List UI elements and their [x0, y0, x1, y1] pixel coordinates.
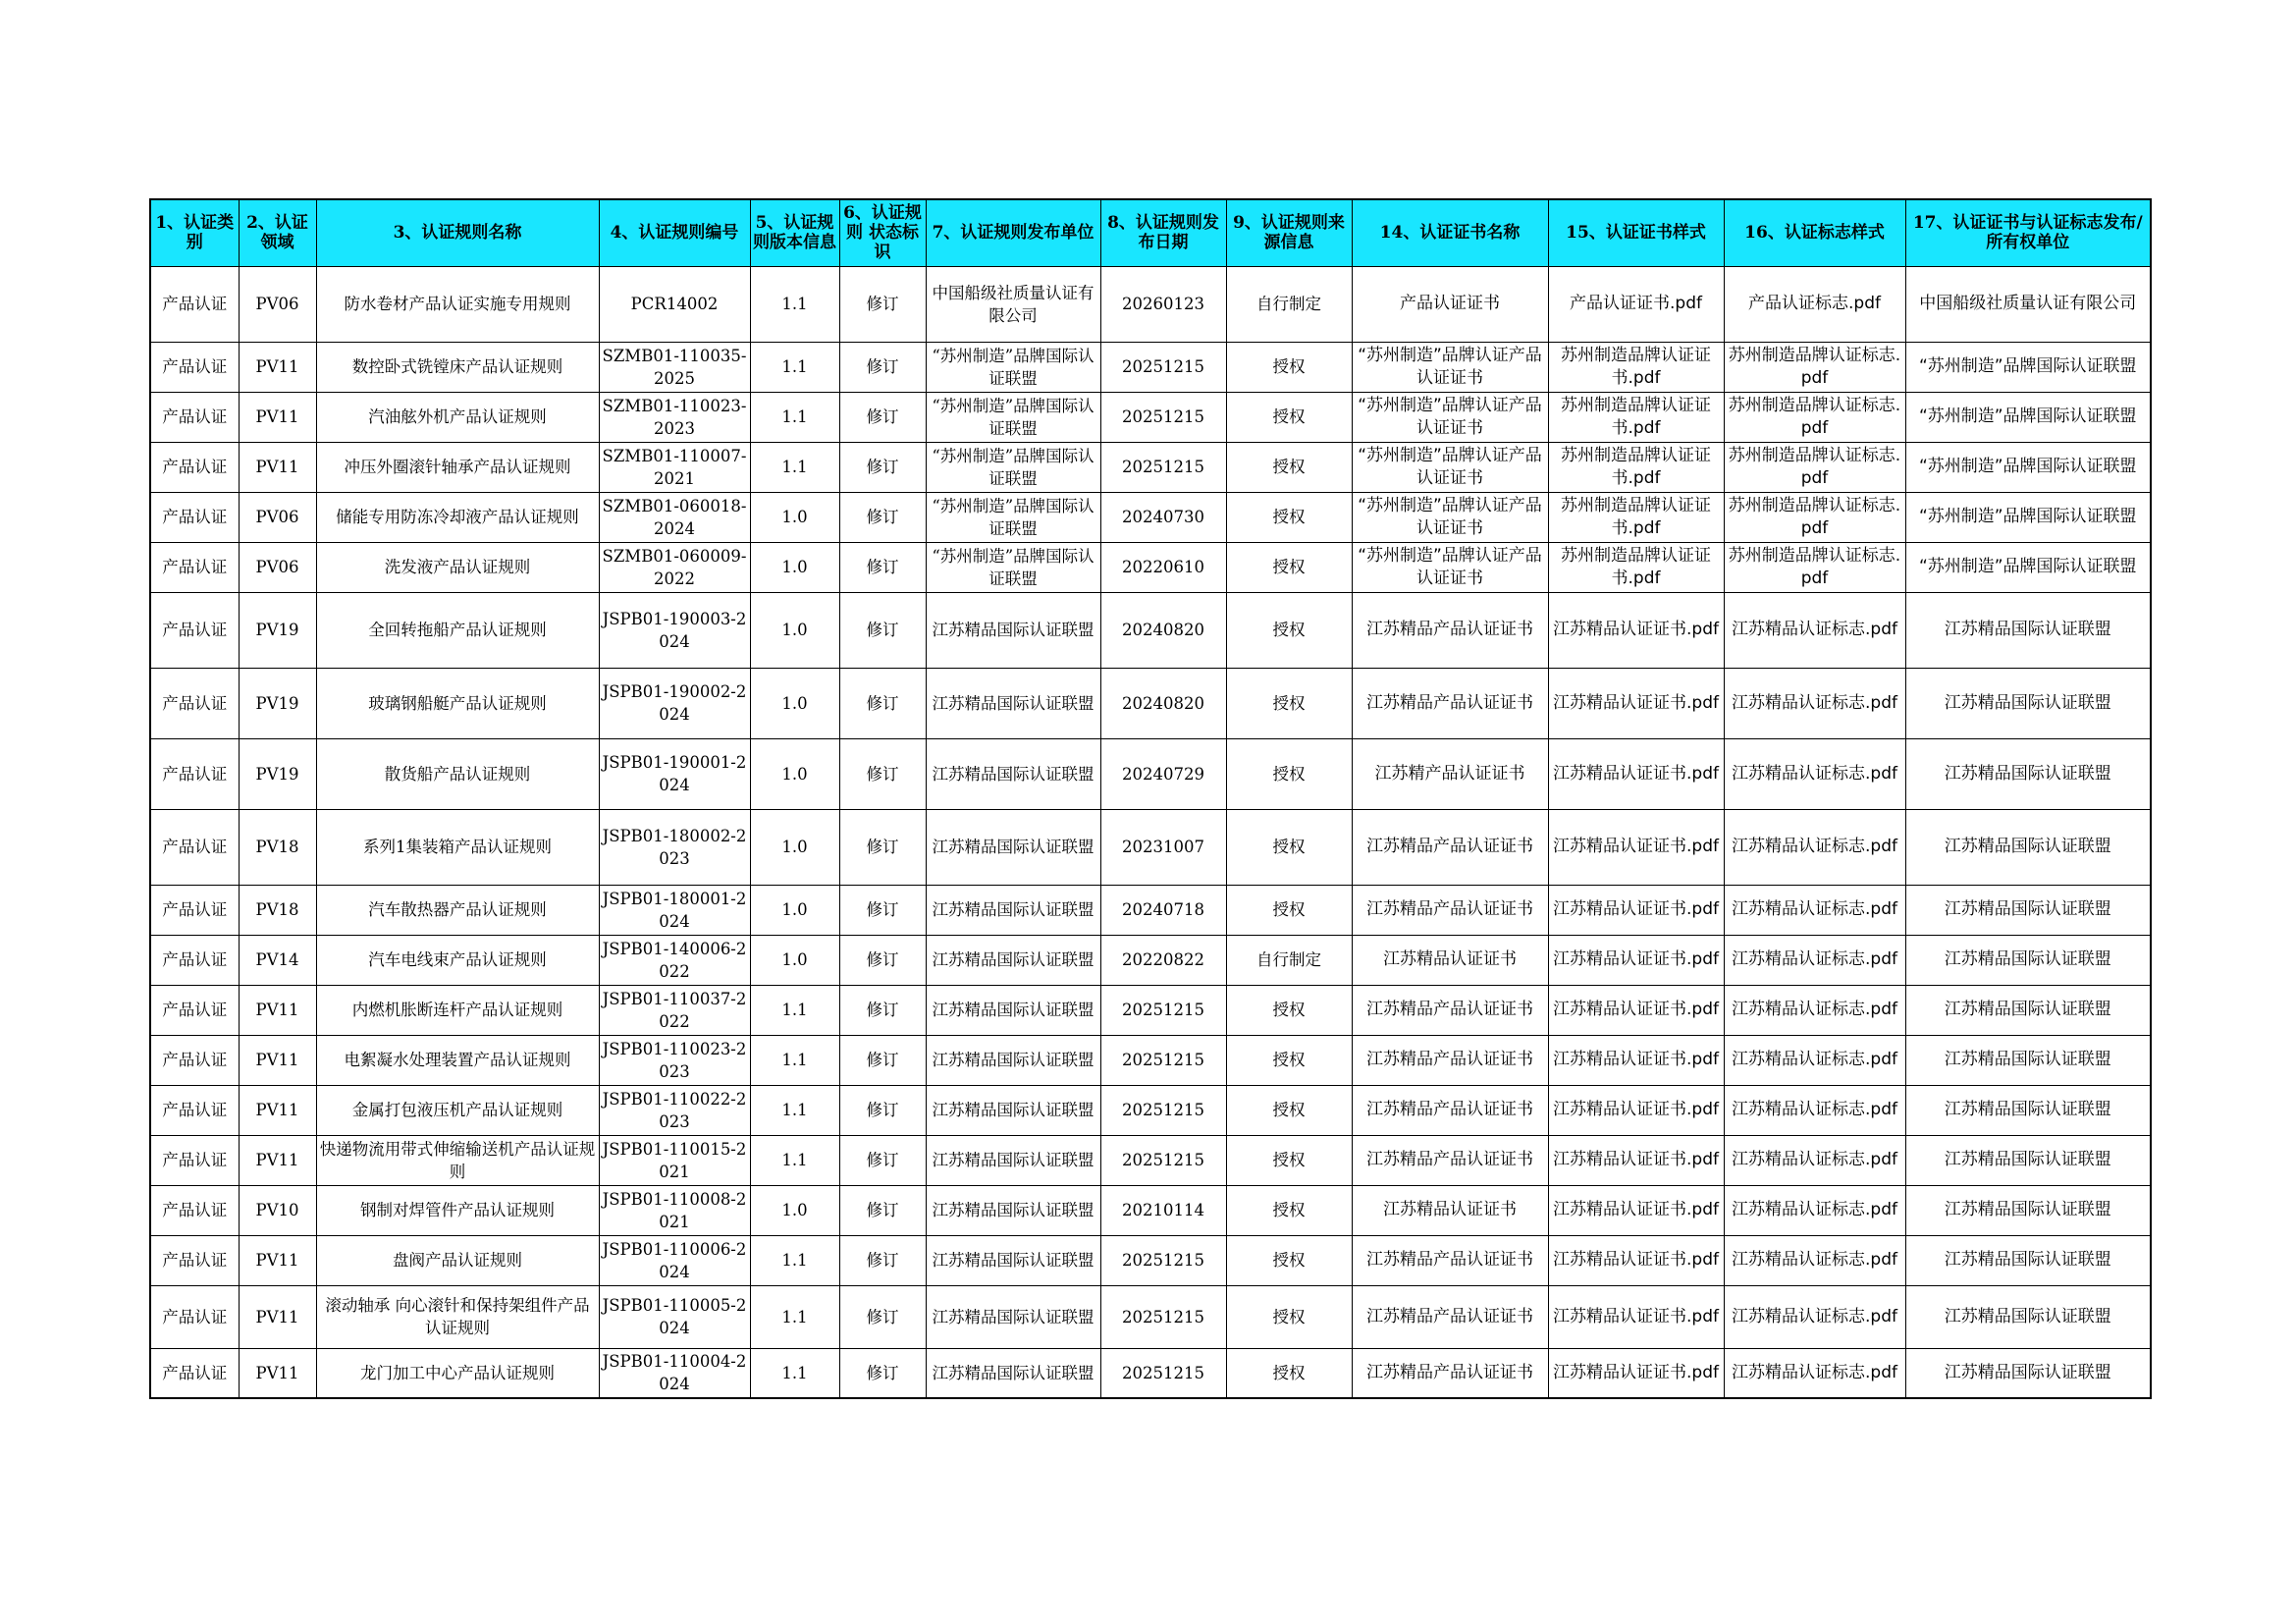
cell-field: PV06 [239, 492, 316, 542]
cell-certificate-style: 江苏精品认证证书.pdf [1548, 1085, 1724, 1135]
cell-certificate-name: “苏州制造”品牌认证产品认证证书 [1352, 342, 1548, 392]
header-owner-unit: 17、认证证书与认证标志发布/所有权单位 [1905, 199, 2151, 266]
cell-rule-name: 冲压外圈滚针轴承产品认证规则 [316, 442, 599, 492]
cell-certificate-style: 江苏精品认证证书.pdf [1548, 1235, 1724, 1285]
cell-rule-number: JSPB01-110022-2023 [599, 1085, 750, 1135]
cell-source: 授权 [1226, 1285, 1352, 1348]
cell-publisher: 江苏精品国际认证联盟 [926, 1135, 1100, 1185]
cell-rule-name: 滚动轴承 向心滚针和保持架组件产品认证规则 [316, 1285, 599, 1348]
cell-rule-name: 汽油舷外机产品认证规则 [316, 392, 599, 442]
cell-owner-unit: 江苏精品国际认证联盟 [1905, 809, 2151, 885]
cell-certificate-name: 江苏精品认证证书 [1352, 1185, 1548, 1235]
cell-publisher: “苏州制造”品牌国际认证联盟 [926, 392, 1100, 442]
cell-date: 20240730 [1100, 492, 1226, 542]
cell-date: 20251215 [1100, 985, 1226, 1035]
cell-certificate-name: 江苏精品产品认证证书 [1352, 1285, 1548, 1348]
cell-source: 授权 [1226, 592, 1352, 668]
cell-field: PV11 [239, 985, 316, 1035]
cell-certificate-style: 苏州制造品牌认证证书.pdf [1548, 442, 1724, 492]
cell-field: PV14 [239, 935, 316, 985]
cell-rule-name: 龙门加工中心产品认证规则 [316, 1348, 599, 1398]
cell-owner-unit: “苏州制造”品牌国际认证联盟 [1905, 542, 2151, 592]
cell-date: 20220822 [1100, 935, 1226, 985]
cell-rule-name: 洗发液产品认证规则 [316, 542, 599, 592]
cell-mark-style: 江苏精品认证标志.pdf [1724, 809, 1905, 885]
header-rule-publisher: 7、认证规则发布单位 [926, 199, 1100, 266]
cell-rule-name: 快递物流用带式伸缩输送机产品认证规则 [316, 1135, 599, 1185]
cell-certificate-name: “苏州制造”品牌认证产品认证证书 [1352, 492, 1548, 542]
cell-field: PV06 [239, 266, 316, 342]
cell-certificate-name: 江苏精品产品认证证书 [1352, 592, 1548, 668]
cell-mark-style: 江苏精品认证标志.pdf [1724, 1085, 1905, 1135]
cell-certificate-style: 江苏精品认证证书.pdf [1548, 885, 1724, 935]
cell-rule-number: JSPB01-110008-2021 [599, 1185, 750, 1235]
table-row [150, 935, 2151, 985]
cell-field: PV18 [239, 809, 316, 885]
cell-source: 授权 [1226, 1035, 1352, 1085]
cell-publisher: 江苏精品国际认证联盟 [926, 738, 1100, 809]
cell-owner-unit: 江苏精品国际认证联盟 [1905, 1348, 2151, 1398]
cell-date: 20210114 [1100, 1185, 1226, 1235]
cell-owner-unit: 江苏精品国际认证联盟 [1905, 1085, 2151, 1135]
cell-mark-style: 产品认证标志.pdf [1724, 266, 1905, 342]
table-row [150, 738, 2151, 809]
cell-version: 1.1 [750, 1135, 839, 1185]
cell-source: 授权 [1226, 668, 1352, 738]
cell-status: 修订 [839, 1348, 926, 1398]
table-row [150, 492, 2151, 542]
cell-field: PV11 [239, 1348, 316, 1398]
header-certificate-name: 14、认证证书名称 [1352, 199, 1548, 266]
cell-rule-name: 储能专用防冻冷却液产品认证规则 [316, 492, 599, 542]
table-row [150, 885, 2151, 935]
cell-status: 修订 [839, 1135, 926, 1185]
cell-rule-name: 金属打包液压机产品认证规则 [316, 1085, 599, 1135]
cell-source: 授权 [1226, 542, 1352, 592]
header-certificate-style: 15、认证证书样式 [1548, 199, 1724, 266]
header-rule-number: 4、认证规则编号 [599, 199, 750, 266]
cell-owner-unit: 江苏精品国际认证联盟 [1905, 1285, 2151, 1348]
cell-certificate-style: 江苏精品认证证书.pdf [1548, 738, 1724, 809]
cell-field: PV11 [239, 392, 316, 442]
cell-status: 修订 [839, 1185, 926, 1235]
cell-status: 修订 [839, 392, 926, 442]
table-row [150, 1235, 2151, 1285]
cell-publisher: 江苏精品国际认证联盟 [926, 1185, 1100, 1235]
cell-owner-unit: 中国船级社质量认证有限公司 [1905, 266, 2151, 342]
cell-date: 20251215 [1100, 442, 1226, 492]
cell-certificate-style: 江苏精品认证证书.pdf [1548, 935, 1724, 985]
cell-date: 20251215 [1100, 1348, 1226, 1398]
cell-category: 产品认证 [150, 935, 239, 985]
cell-version: 1.1 [750, 342, 839, 392]
cell-source: 授权 [1226, 442, 1352, 492]
certification-rules-table [149, 198, 2152, 1399]
cell-mark-style: 苏州制造品牌认证标志.pdf [1724, 342, 1905, 392]
cell-certificate-name: 江苏精品产品认证证书 [1352, 985, 1548, 1035]
cell-source: 自行制定 [1226, 935, 1352, 985]
cell-field: PV10 [239, 1185, 316, 1235]
table-row [150, 266, 2151, 342]
cell-certificate-name: 江苏精品产品认证证书 [1352, 1235, 1548, 1285]
cell-rule-number: JSPB01-140006-2022 [599, 935, 750, 985]
cell-owner-unit: 江苏精品国际认证联盟 [1905, 1235, 2151, 1285]
cell-category: 产品认证 [150, 266, 239, 342]
cell-category: 产品认证 [150, 1035, 239, 1085]
cell-category: 产品认证 [150, 342, 239, 392]
cell-certificate-style: 江苏精品认证证书.pdf [1548, 985, 1724, 1035]
cell-certificate-name: 江苏精品产品认证证书 [1352, 1135, 1548, 1185]
cell-field: PV19 [239, 592, 316, 668]
cell-rule-number: SZMB01-110007-2021 [599, 442, 750, 492]
cell-owner-unit: 江苏精品国际认证联盟 [1905, 668, 2151, 738]
cell-status: 修订 [839, 935, 926, 985]
cell-owner-unit: 江苏精品国际认证联盟 [1905, 935, 2151, 985]
cell-category: 产品认证 [150, 738, 239, 809]
cell-date: 20240729 [1100, 738, 1226, 809]
cell-category: 产品认证 [150, 592, 239, 668]
table-row [150, 1285, 2151, 1348]
header-rule-date: 8、认证规则发布日期 [1100, 199, 1226, 266]
cell-owner-unit: “苏州制造”品牌国际认证联盟 [1905, 442, 2151, 492]
cell-publisher: 江苏精品国际认证联盟 [926, 1085, 1100, 1135]
cell-version: 1.1 [750, 985, 839, 1035]
cell-mark-style: 苏州制造品牌认证标志.pdf [1724, 442, 1905, 492]
cell-date: 20260123 [1100, 266, 1226, 342]
cell-rule-number: JSPB01-190001-2024 [599, 738, 750, 809]
cell-publisher: “苏州制造”品牌国际认证联盟 [926, 492, 1100, 542]
cell-mark-style: 江苏精品认证标志.pdf [1724, 885, 1905, 935]
cell-date: 20251215 [1100, 1035, 1226, 1085]
cell-publisher: 江苏精品国际认证联盟 [926, 935, 1100, 985]
cell-mark-style: 苏州制造品牌认证标志.pdf [1724, 542, 1905, 592]
header-rule-version: 5、认证规则版本信息 [750, 199, 839, 266]
cell-status: 修订 [839, 1235, 926, 1285]
table-row [150, 1185, 2151, 1235]
cell-rule-name: 内燃机胀断连杆产品认证规则 [316, 985, 599, 1035]
cell-owner-unit: “苏州制造”品牌国际认证联盟 [1905, 392, 2151, 442]
cell-version: 1.1 [750, 1285, 839, 1348]
cell-publisher: 江苏精品国际认证联盟 [926, 668, 1100, 738]
cell-mark-style: 江苏精品认证标志.pdf [1724, 592, 1905, 668]
cell-publisher: “苏州制造”品牌国际认证联盟 [926, 442, 1100, 492]
cell-version: 1.1 [750, 1235, 839, 1285]
cell-publisher: 江苏精品国际认证联盟 [926, 592, 1100, 668]
cell-rule-name: 钢制对焊管件产品认证规则 [316, 1185, 599, 1235]
cell-field: PV11 [239, 1085, 316, 1135]
header-cert-category: 1、认证类别 [150, 199, 239, 266]
cell-source: 授权 [1226, 1185, 1352, 1235]
cell-category: 产品认证 [150, 985, 239, 1035]
cell-version: 1.0 [750, 935, 839, 985]
cell-category: 产品认证 [150, 492, 239, 542]
cell-rule-number: JSPB01-110037-2022 [599, 985, 750, 1035]
cell-publisher: 江苏精品国际认证联盟 [926, 809, 1100, 885]
table-row [150, 1135, 2151, 1185]
cell-date: 20240820 [1100, 668, 1226, 738]
cell-certificate-name: 江苏精品产品认证证书 [1352, 1085, 1548, 1135]
cell-publisher: 江苏精品国际认证联盟 [926, 885, 1100, 935]
cell-certificate-name: 江苏精品认证证书 [1352, 935, 1548, 985]
cell-publisher: 江苏精品国际认证联盟 [926, 1285, 1100, 1348]
cell-mark-style: 江苏精品认证标志.pdf [1724, 1135, 1905, 1185]
cell-rule-number: SZMB01-110023-2023 [599, 392, 750, 442]
table-row [150, 442, 2151, 492]
cell-mark-style: 江苏精品认证标志.pdf [1724, 738, 1905, 809]
cell-certificate-name: 产品认证证书 [1352, 266, 1548, 342]
cell-category: 产品认证 [150, 1135, 239, 1185]
cell-category: 产品认证 [150, 809, 239, 885]
cell-certificate-name: 江苏精产品认证证书 [1352, 738, 1548, 809]
cell-owner-unit: 江苏精品国际认证联盟 [1905, 1135, 2151, 1185]
cell-owner-unit: 江苏精品国际认证联盟 [1905, 1035, 2151, 1085]
cell-mark-style: 江苏精品认证标志.pdf [1724, 1035, 1905, 1085]
cell-certificate-name: 江苏精品产品认证证书 [1352, 809, 1548, 885]
cell-status: 修订 [839, 1085, 926, 1135]
cell-version: 1.1 [750, 1348, 839, 1398]
cell-rule-name: 系列1集装箱产品认证规则 [316, 809, 599, 885]
cell-rule-name: 电絮凝水处理装置产品认证规则 [316, 1035, 599, 1085]
cell-date: 20220610 [1100, 542, 1226, 592]
cell-mark-style: 江苏精品认证标志.pdf [1724, 985, 1905, 1035]
cell-certificate-style: 苏州制造品牌认证证书.pdf [1548, 542, 1724, 592]
cell-rule-number: JSPB01-190003-2024 [599, 592, 750, 668]
cell-date: 20251215 [1100, 1285, 1226, 1348]
table-row [150, 342, 2151, 392]
cell-field: PV11 [239, 342, 316, 392]
cell-rule-number: JSPB01-110004-2024 [599, 1348, 750, 1398]
table-row [150, 392, 2151, 442]
cell-publisher: 江苏精品国际认证联盟 [926, 985, 1100, 1035]
cell-owner-unit: 江苏精品国际认证联盟 [1905, 1185, 2151, 1235]
cell-certificate-style: 江苏精品认证证书.pdf [1548, 1348, 1724, 1398]
table-row [150, 985, 2151, 1035]
cell-owner-unit: “苏州制造”品牌国际认证联盟 [1905, 342, 2151, 392]
cell-status: 修订 [839, 592, 926, 668]
cell-rule-number: JSPB01-190002-2024 [599, 668, 750, 738]
cell-mark-style: 江苏精品认证标志.pdf [1724, 668, 1905, 738]
cell-rule-number: JSPB01-180002-2023 [599, 809, 750, 885]
cell-rule-name: 全回转拖船产品认证规则 [316, 592, 599, 668]
cell-mark-style: 苏州制造品牌认证标志.pdf [1724, 392, 1905, 442]
cell-rule-number: SZMB01-110035-2025 [599, 342, 750, 392]
cell-field: PV11 [239, 1035, 316, 1085]
header-cert-field: 2、认证领域 [239, 199, 316, 266]
cell-version: 1.0 [750, 885, 839, 935]
cell-source: 授权 [1226, 809, 1352, 885]
cell-mark-style: 江苏精品认证标志.pdf [1724, 1235, 1905, 1285]
cell-rule-name: 玻璃钢船艇产品认证规则 [316, 668, 599, 738]
table-row [150, 1085, 2151, 1135]
header-rule-status: 6、认证规则 状态标识 [839, 199, 926, 266]
cell-status: 修订 [839, 266, 926, 342]
cell-field: PV11 [239, 1235, 316, 1285]
table-row [150, 1035, 2151, 1085]
cell-owner-unit: 江苏精品国际认证联盟 [1905, 885, 2151, 935]
cell-version: 1.1 [750, 392, 839, 442]
cell-source: 自行制定 [1226, 266, 1352, 342]
cell-source: 授权 [1226, 1348, 1352, 1398]
cell-certificate-style: 江苏精品认证证书.pdf [1548, 1185, 1724, 1235]
cell-category: 产品认证 [150, 392, 239, 442]
cell-owner-unit: 江苏精品国际认证联盟 [1905, 985, 2151, 1035]
cell-field: PV19 [239, 738, 316, 809]
cell-rule-number: JSPB01-110015-2021 [599, 1135, 750, 1185]
cell-certificate-name: 江苏精品产品认证证书 [1352, 1035, 1548, 1085]
cell-publisher: 中国船级社质量认证有限公司 [926, 266, 1100, 342]
cell-field: PV06 [239, 542, 316, 592]
cell-category: 产品认证 [150, 1235, 239, 1285]
cell-field: PV18 [239, 885, 316, 935]
cell-field: PV11 [239, 1135, 316, 1185]
cell-source: 授权 [1226, 492, 1352, 542]
cell-rule-name: 汽车电线束产品认证规则 [316, 935, 599, 985]
cell-source: 授权 [1226, 392, 1352, 442]
cell-rule-number: JSPB01-110005-2024 [599, 1285, 750, 1348]
cell-certificate-style: 产品认证证书.pdf [1548, 266, 1724, 342]
cell-rule-number: JSPB01-110023-2023 [599, 1035, 750, 1085]
table-body [150, 266, 2151, 1398]
table-row [150, 809, 2151, 885]
cell-field: PV11 [239, 442, 316, 492]
cell-version: 1.0 [750, 592, 839, 668]
cell-version: 1.0 [750, 738, 839, 809]
cell-rule-number: SZMB01-060009-2022 [599, 542, 750, 592]
cell-source: 授权 [1226, 342, 1352, 392]
cell-source: 授权 [1226, 1135, 1352, 1185]
cell-status: 修订 [839, 809, 926, 885]
cell-publisher: 江苏精品国际认证联盟 [926, 1235, 1100, 1285]
cell-date: 20251215 [1100, 392, 1226, 442]
cell-version: 1.0 [750, 809, 839, 885]
cell-certificate-style: 江苏精品认证证书.pdf [1548, 668, 1724, 738]
cell-owner-unit: 江苏精品国际认证联盟 [1905, 738, 2151, 809]
cell-version: 1.1 [750, 1035, 839, 1085]
cell-certificate-style: 苏州制造品牌认证证书.pdf [1548, 492, 1724, 542]
cell-rule-name: 数控卧式铣镗床产品认证规则 [316, 342, 599, 392]
cell-certificate-style: 苏州制造品牌认证证书.pdf [1548, 392, 1724, 442]
cell-field: PV11 [239, 1285, 316, 1348]
cell-source: 授权 [1226, 1235, 1352, 1285]
cell-date: 20231007 [1100, 809, 1226, 885]
cell-certificate-style: 江苏精品认证证书.pdf [1548, 1135, 1724, 1185]
cell-rule-name: 盘阀产品认证规则 [316, 1235, 599, 1285]
cell-mark-style: 江苏精品认证标志.pdf [1724, 1348, 1905, 1398]
cell-field: PV19 [239, 668, 316, 738]
cell-category: 产品认证 [150, 442, 239, 492]
cell-status: 修订 [839, 985, 926, 1035]
cell-publisher: “苏州制造”品牌国际认证联盟 [926, 542, 1100, 592]
cell-status: 修订 [839, 738, 926, 809]
table-row [150, 668, 2151, 738]
table-row [150, 542, 2151, 592]
cell-category: 产品认证 [150, 885, 239, 935]
cell-category: 产品认证 [150, 1185, 239, 1235]
cell-status: 修订 [839, 1035, 926, 1085]
cell-category: 产品认证 [150, 668, 239, 738]
cell-status: 修订 [839, 492, 926, 542]
cell-publisher: “苏州制造”品牌国际认证联盟 [926, 342, 1100, 392]
cell-certificate-style: 江苏精品认证证书.pdf [1548, 1285, 1724, 1348]
cell-certificate-name: 江苏精品产品认证证书 [1352, 1348, 1548, 1398]
header-row [150, 199, 2151, 266]
cell-status: 修订 [839, 342, 926, 392]
cell-mark-style: 江苏精品认证标志.pdf [1724, 935, 1905, 985]
cell-version: 1.1 [750, 1085, 839, 1135]
cell-category: 产品认证 [150, 1285, 239, 1348]
cell-publisher: 江苏精品国际认证联盟 [926, 1348, 1100, 1398]
cell-rule-number: PCR14002 [599, 266, 750, 342]
cell-certificate-name: 江苏精品产品认证证书 [1352, 885, 1548, 935]
cell-publisher: 江苏精品国际认证联盟 [926, 1035, 1100, 1085]
cell-version: 1.1 [750, 266, 839, 342]
cell-status: 修订 [839, 885, 926, 935]
cell-mark-style: 江苏精品认证标志.pdf [1724, 1285, 1905, 1348]
cell-rule-name: 汽车散热器产品认证规则 [316, 885, 599, 935]
cell-certificate-name: “苏州制造”品牌认证产品认证证书 [1352, 392, 1548, 442]
cell-date: 20240820 [1100, 592, 1226, 668]
table-row [150, 1348, 2151, 1398]
cell-category: 产品认证 [150, 1348, 239, 1398]
cell-certificate-name: “苏州制造”品牌认证产品认证证书 [1352, 542, 1548, 592]
cell-rule-name: 防水卷材产品认证实施专用规则 [316, 266, 599, 342]
cell-owner-unit: 江苏精品国际认证联盟 [1905, 592, 2151, 668]
cell-rule-number: SZMB01-060018-2024 [599, 492, 750, 542]
cell-status: 修订 [839, 542, 926, 592]
cell-category: 产品认证 [150, 542, 239, 592]
cell-version: 1.1 [750, 442, 839, 492]
cell-rule-name: 散货船产品认证规则 [316, 738, 599, 809]
header-rule-source: 9、认证规则来源信息 [1226, 199, 1352, 266]
cell-category: 产品认证 [150, 1085, 239, 1135]
cell-source: 授权 [1226, 1085, 1352, 1135]
cell-rule-number: JSPB01-180001-2024 [599, 885, 750, 935]
cell-mark-style: 江苏精品认证标志.pdf [1724, 1185, 1905, 1235]
table-row [150, 592, 2151, 668]
cell-certificate-name: 江苏精品产品认证证书 [1352, 668, 1548, 738]
cell-source: 授权 [1226, 738, 1352, 809]
header-mark-style: 16、认证标志样式 [1724, 199, 1905, 266]
cell-date: 20251215 [1100, 342, 1226, 392]
cell-owner-unit: “苏州制造”品牌国际认证联盟 [1905, 492, 2151, 542]
cell-date: 20251215 [1100, 1135, 1226, 1185]
cell-certificate-style: 苏州制造品牌认证证书.pdf [1548, 342, 1724, 392]
cell-version: 1.0 [750, 492, 839, 542]
cell-date: 20251215 [1100, 1085, 1226, 1135]
cell-mark-style: 苏州制造品牌认证标志.pdf [1724, 492, 1905, 542]
cell-certificate-style: 江苏精品认证证书.pdf [1548, 1035, 1724, 1085]
cell-version: 1.0 [750, 1185, 839, 1235]
cell-status: 修订 [839, 1285, 926, 1348]
cell-certificate-style: 江苏精品认证证书.pdf [1548, 809, 1724, 885]
cell-date: 20240718 [1100, 885, 1226, 935]
cell-version: 1.0 [750, 668, 839, 738]
cell-certificate-name: “苏州制造”品牌认证产品认证证书 [1352, 442, 1548, 492]
cell-version: 1.0 [750, 542, 839, 592]
cell-rule-number: JSPB01-110006-2024 [599, 1235, 750, 1285]
cell-status: 修订 [839, 668, 926, 738]
cell-source: 授权 [1226, 985, 1352, 1035]
cell-source: 授权 [1226, 885, 1352, 935]
header-rule-name: 3、认证规则名称 [316, 199, 599, 266]
cell-certificate-style: 江苏精品认证证书.pdf [1548, 592, 1724, 668]
cell-date: 20251215 [1100, 1235, 1226, 1285]
cell-status: 修订 [839, 442, 926, 492]
